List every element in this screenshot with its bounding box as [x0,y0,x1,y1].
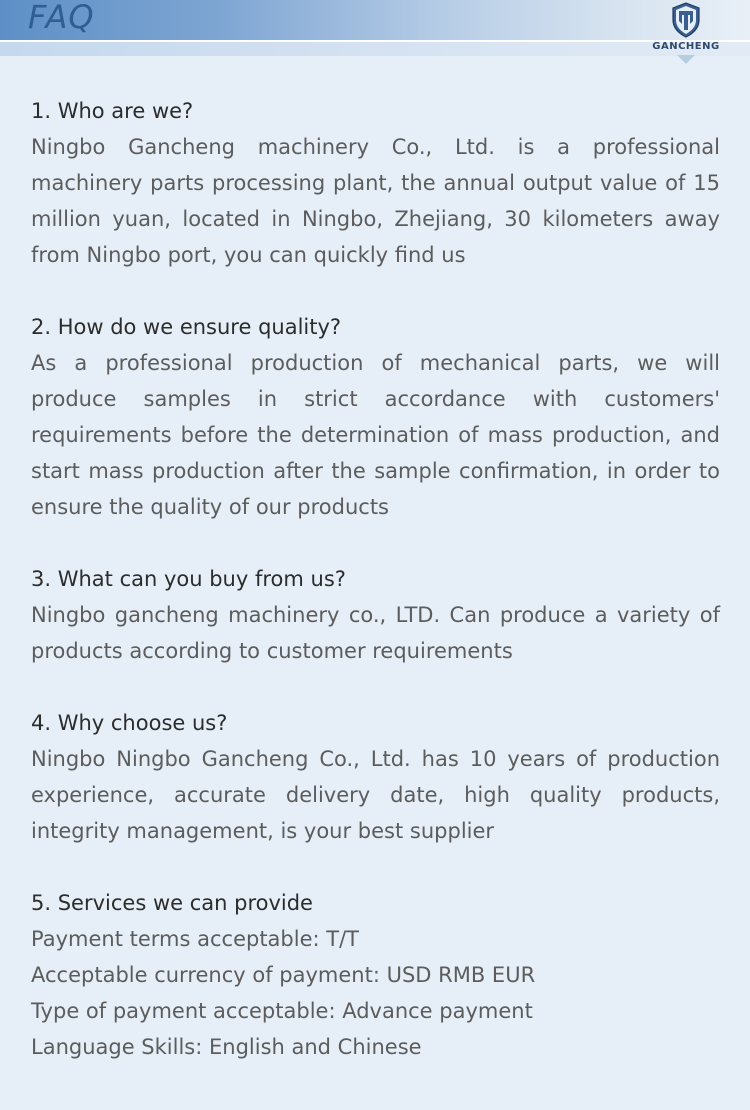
faq-question: 5. Services we can provide [31,891,313,915]
faq-item-products [31,561,720,669]
faq-item-quality [31,309,720,525]
faq-answer: Ningbo gancheng machinery co., LTD. Can produce a variety of products according to customer requirements [31,603,720,663]
page-header [0,0,750,55]
faq-question: 2. How do we ensure quality? [31,315,342,339]
header-strip [0,42,750,56]
service-payment-terms: Payment terms acceptable: T/T [31,927,359,951]
faq-answer: As a professional production of mechanical parts, we will produce samples in strict accordance with customers' requirements before the determination of mass production, and start mass production after the sample confirmation, in order to ensure the quality of our products [31,351,720,519]
faq-answer: Ningbo Gancheng machinery Co., Ltd. is a professional machinery parts processing plant, the annual output value of 15 million yuan, located in Ningbo, Zhejiang, 30 kilometers away from Ningbo port, you can quickly find us [31,135,720,267]
service-languages: Language Skills: English and Chinese [31,1035,422,1059]
faq-question: 3. What can you buy from us? [31,567,346,591]
faq-item-who-are-we [31,93,720,273]
faq-answer: Ningbo Ningbo Gancheng Co., Ltd. has 10 years of production experience, accurate delivery date, high quality products, integrity management, is your best supplier [31,747,720,843]
service-payment-type: Type of payment acceptable: Advance payment [31,999,533,1023]
faq-item-why-choose [31,705,720,849]
page-title: FAQ [28,0,95,36]
faq-question: 1. Who are we? [31,99,194,123]
header-banner [0,0,750,40]
faq-item-services [31,885,720,1065]
faq-content [31,93,720,1101]
faq-question: 4. Why choose us? [31,711,228,735]
logo-pointer-icon [677,55,695,64]
service-currency: Acceptable currency of payment: USD RMB EUR [31,963,536,987]
brand-logo [644,0,728,66]
shield-logo-icon [670,2,702,38]
brand-name: GANCHENG [652,41,720,52]
